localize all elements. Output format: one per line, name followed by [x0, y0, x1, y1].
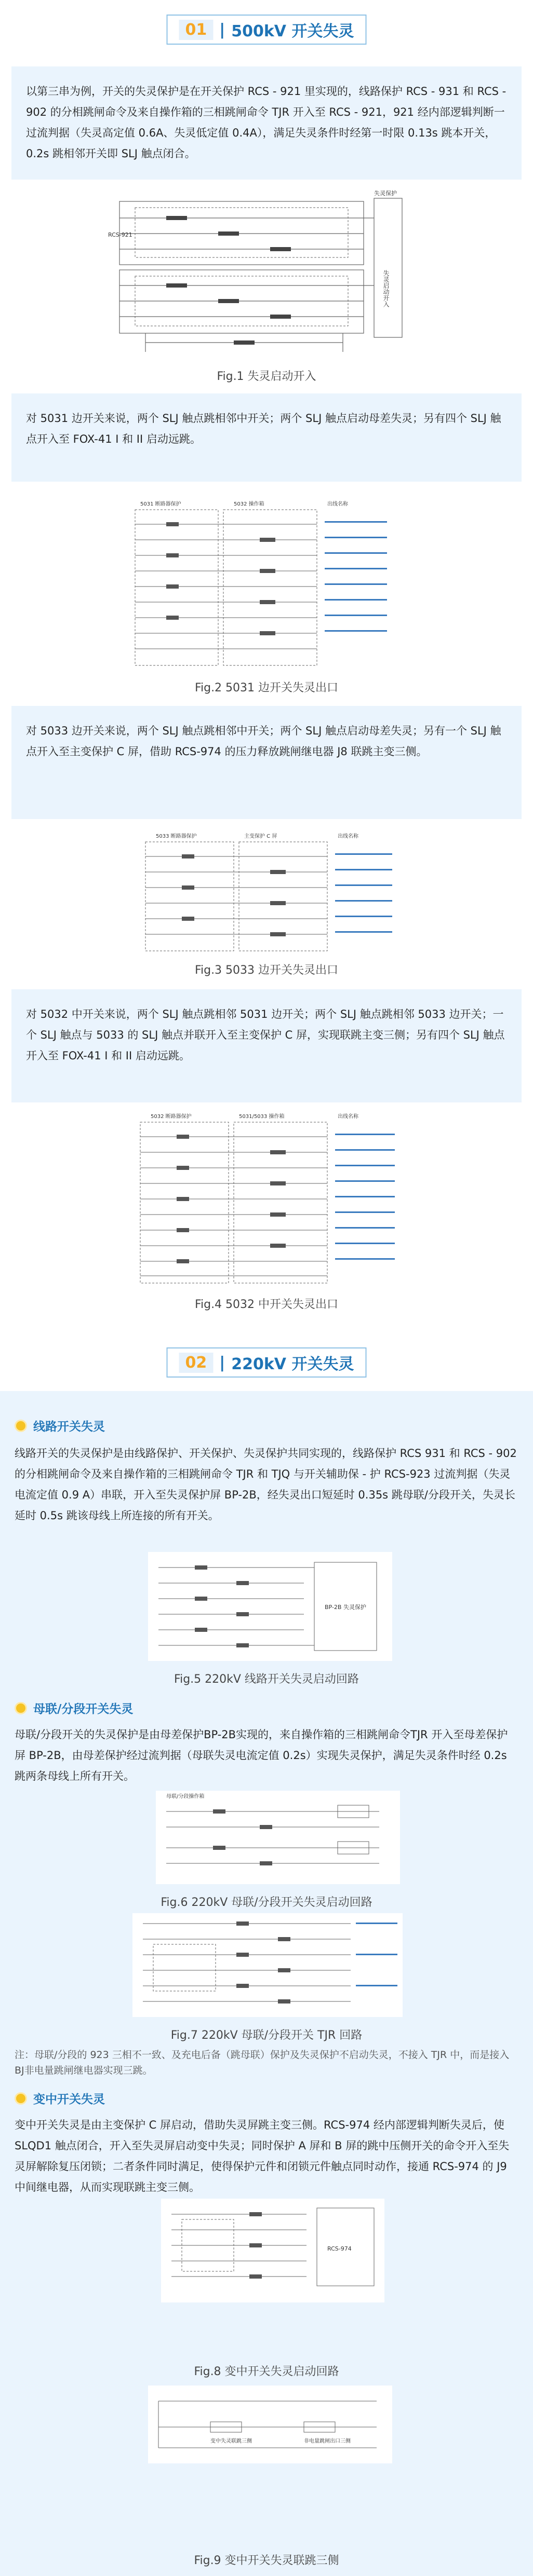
figure-1-top-label: 失灵保护 — [374, 190, 397, 197]
figure-2-header-2: 5032 操作箱 — [234, 501, 264, 507]
paragraph-5: 线路开关的失灵保护是由线路保护、开关保护、失灵保护共同实现的，线路保护 RCS 931 和 RCS - 902 的分相跳闸命令及来自操作箱的三相跳闸命令 TJR 和 TJQ 与开关辅助保 - 护 RCS-923 过流判据（失灵电流定值 0.9 A）串联，开入至失灵保护屏 BP-2B，经失灵出口短延时 0.35s 跳母联/分段开关，失灵长延时 0.5s 跳该母线上所连接的所有开关。 — [15, 1447, 517, 1522]
bullet-dot-icon — [15, 1420, 27, 1432]
paragraph-card-2 — [11, 393, 522, 482]
paragraph-card-1 — [11, 66, 522, 180]
paragraph-card-4 — [11, 989, 522, 1102]
figure-2-caption: Fig.2 5031 边开关失灵出口 — [194, 682, 339, 694]
bullet-dot-icon — [15, 1702, 27, 1714]
figure-2-header-1: 5031 断路器保护 — [140, 501, 181, 507]
figure-2-diagram — [130, 498, 400, 670]
figure-1-rcs921: RCS-921 — [108, 231, 132, 238]
figure-5-diagram — [148, 1552, 392, 1661]
figure-8-box-label: RCS-974 — [327, 2245, 352, 2252]
section-header-500kv: 01 | 500kV 开关失灵 — [167, 15, 367, 45]
paragraph-card-3 — [11, 706, 522, 819]
figure-9-diagram — [148, 2386, 392, 2463]
paragraph-text: 对 5032 中开关来说，两个 SLJ 触点跳相邻 5031 边开关；两个 SLJ 触点跳相邻 5033 边开关；一个 SLJ 触点与 5033 的 SLJ 触点并联开入至主变保护 C 屏，实现联跳主变三侧；另有四个 SLJ 触点开入至 FOX-41 I 和 II 启动远跳。 — [26, 1008, 505, 1062]
figure-1-caption: Fig.1 失灵启动开入 — [217, 370, 316, 383]
paragraph-text: 以第三串为例，开关的失灵保护是在开关保护 RCS - 921 里实现的，线路保护 RCS - 931 和 RCS - 902 的分相跳闸命令及来自操作箱的三相跳闸命令 TJR 开入至 RCS - 921，921 经内部逻辑判断一过流判据（失灵高定值 0.6A、失灵低定值 0.4A），满足失灵条件时经第一时限 0.13s 跳本开关，0.2s 跳相邻开关即 SLJ 触点闭合。 — [26, 85, 507, 160]
figure-3-caption: Fig.3 5033 边开关失灵出口 — [194, 964, 339, 977]
section-title: 220kV 开关失灵 — [231, 1355, 354, 1373]
paragraph-6: 母联/分段开关的失灵保护是由母差保护BP-2B实现的，来自操作箱的三相跳闸命令TJR 开入至母差保护屏 BP-2B，由母差保护经过流判据（母联失灵电流定值 0.2s）实现失灵保护，满足失灵条件时经 0.2s 跳两条母线上所有开关。 — [15, 1728, 508, 1782]
figure-3-header-3: 出线名称 — [338, 834, 358, 839]
figure-9-label-b: 非电量跳闸出口三侧 — [304, 2438, 351, 2444]
figure-5-box-label: BP-2B 失灵保护 — [325, 1604, 366, 1611]
figure-4-header-1: 5032 断路器保护 — [151, 1114, 192, 1120]
figure-2-header-3: 出线名称 — [327, 501, 348, 507]
section-header-220kv: 02 | 220kV 开关失灵 — [167, 1347, 367, 1378]
figure-4-caption: Fig.4 5032 中开关失灵出口 — [194, 1298, 339, 1311]
figure-6-caption: Fig.6 220kV 母联/分段开关失灵启动回路 — [161, 1896, 372, 1909]
paragraph-7: 变中开关失灵是由主变保护 C 屏启动，借助失灵屏跳主变三侧。RCS-974 经内部逻辑判断失灵后，使 SLQD1 触点闭合，开入至失灵屏启动变中失灵；同时保护 A 屏和 B 屏的跳中压侧开关的命令开入至失灵屏解除复压闭锁；二者条件同时满足，使得保护元件和闭锁元件触点同时动作，接通 RCS-974 的 J9 中间继电器，从而实现联跳主变三侧。 — [15, 2119, 510, 2193]
figure-6-top-label: 母联/分段操作箱 — [166, 1794, 205, 1800]
figure-9-caption: Fig.9 变中开关失灵联跳三侧 — [194, 2554, 339, 2567]
subheading-line-breaker — [15, 1417, 105, 1434]
figure-4-diagram — [135, 1111, 400, 1287]
subheading-text: 母联/分段开关失灵 — [33, 1702, 134, 1716]
figure-9-label-a: 变中失灵联跳三侧 — [210, 2438, 252, 2444]
figure-7-caption: Fig.7 220kV 母联/分段开关 TJR 回路 — [170, 2029, 363, 2042]
figure-7-note: 注：母联/分段的 923 三相不一致、及充电后备（跳母联）保护及失灵保护不启动失灵，不接入 TJR 中，而是接入 BJ非电量跳闸继电器实现三跳。 — [15, 2049, 510, 2076]
figure-5-caption: Fig.5 220kV 线路开关失灵启动回路 — [174, 1673, 359, 1686]
figure-1-side-label: 失灵启动开入 — [382, 270, 390, 307]
figure-4-header-3: 出线名称 — [338, 1114, 358, 1120]
subheading-text: 线路开关失灵 — [33, 1420, 105, 1434]
subheading-buscoupler — [15, 1699, 133, 1716]
section-title: 500kV 开关失灵 — [231, 22, 354, 40]
section-number: 01 — [179, 20, 214, 40]
figure-3-header-2: 主变保护 C 屏 — [244, 834, 277, 839]
figure-7-diagram — [132, 1913, 403, 2017]
figure-8-diagram — [161, 2199, 384, 2302]
figure-1-diagram — [104, 187, 426, 358]
figure-3-diagram — [140, 830, 400, 955]
bullet-dot-icon — [15, 2092, 27, 2105]
figure-8-caption: Fig.8 变中开关失灵启动回路 — [194, 2365, 339, 2378]
figure-3-header-1: 5033 断路器保护 — [156, 834, 197, 839]
section-number: 02 — [179, 1353, 214, 1373]
figure-4-header-2: 5031/5033 操作箱 — [239, 1114, 285, 1120]
figure-6-diagram — [156, 1791, 400, 1884]
paragraph-text: 对 5031 边开关来说，两个 SLJ 触点跳相邻中开关；两个 SLJ 触点启动母差失灵；另有四个 SLJ 触点开入至 FOX-41 I 和 II 启动远跳。 — [26, 412, 501, 445]
paragraph-text: 对 5033 边开关来说，两个 SLJ 触点跳相邻中开关；两个 SLJ 触点启动母差失灵；另有一个 SLJ 触点开入至主变保护 C 屏，借助 RCS-974 的压力释放跳闸继电器 J8 联跳主变三侧。 — [26, 725, 501, 758]
subheading-transformer — [15, 2090, 105, 2107]
subheading-text: 变中开关失灵 — [33, 2093, 105, 2106]
